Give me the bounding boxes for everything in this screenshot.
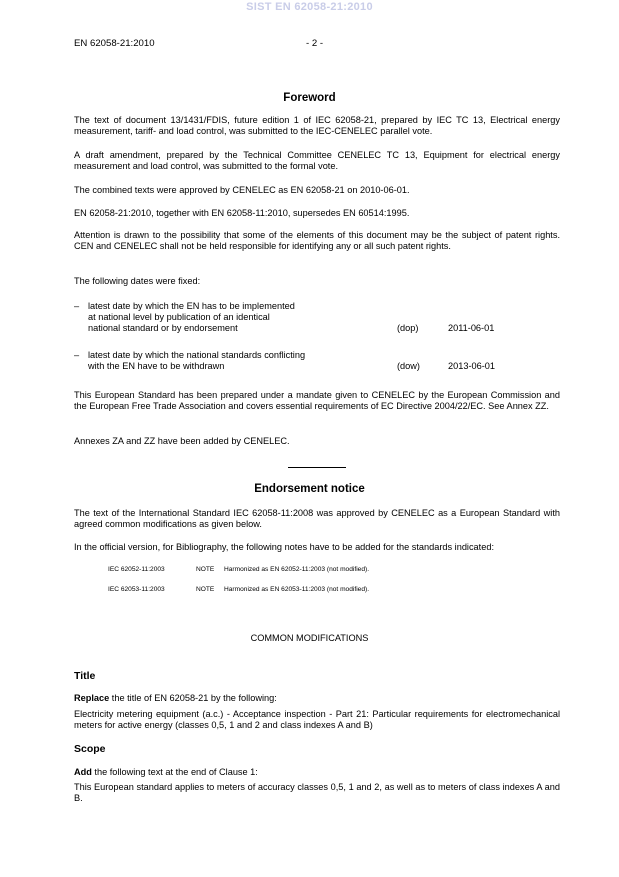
date-item-line: latest date by which the national standards conflicting bbox=[88, 350, 306, 360]
header-page-number: - 2 - bbox=[306, 38, 324, 49]
scope-instruction bbox=[74, 767, 560, 778]
scope-added-text: This European standard applies to meters of accuracy classes 0,5, 1 and 2, as well as to meters of class indexes A and B. bbox=[74, 782, 560, 803]
title-instruction bbox=[74, 693, 560, 704]
watermark: SIST EN 62058-21:2010 bbox=[246, 1, 373, 13]
date-item-dash: – bbox=[74, 350, 80, 360]
date-item-code: (dow) bbox=[397, 361, 420, 371]
date-item-line: national standard or by endorsement bbox=[88, 323, 238, 333]
note-label: NOTE bbox=[196, 566, 215, 573]
date-item-date: 2011-06-01 bbox=[448, 323, 495, 333]
date-item-code: (dop) bbox=[397, 323, 419, 333]
title-instruction-text: the title of EN 62058-21 by the following: bbox=[109, 693, 277, 703]
note-text: Harmonized as EN 62053-11:2003 (not modified). bbox=[224, 586, 370, 593]
endorsement-paragraph-2: In the official version, for Bibliography, the following notes have to be added for the standards indicated: bbox=[74, 542, 494, 552]
foreword-paragraph-1: The text of document 13/1431/FDIS, future edition 1 of IEC 62058-21, prepared by IEC TC 13, Electrical energy measurement, tariff- and load control, was submitted to the IEC-CENELEC parallel vote. bbox=[74, 115, 560, 136]
scope-instruction-verb: Add bbox=[74, 767, 92, 777]
foreword-paragraph-8: Annexes ZA and ZZ have been added by CENELEC. bbox=[74, 436, 290, 446]
endorsement-title: Endorsement notice bbox=[254, 483, 365, 495]
title-replacement-text: Electricity metering equipment (a.c.) - Acceptance inspection - Part 21: Particular requirements for electromechanical meters for active energy (classes 0,5, 1 and 2 and class indexes A and B) bbox=[74, 709, 560, 730]
foreword-title: Foreword bbox=[283, 92, 336, 104]
foreword-paragraph-3: The combined texts were approved by CENELEC as EN 62058-21 on 2010-06-01. bbox=[74, 185, 410, 195]
header-doc-id: EN 62058-21:2010 bbox=[74, 38, 155, 49]
scope-section-heading: Scope bbox=[74, 743, 106, 755]
date-item-dash: – bbox=[74, 301, 80, 311]
scope-instruction-text: the following text at the end of Clause 1: bbox=[91, 767, 258, 777]
note-standard: IEC 62052-11:2003 bbox=[108, 566, 165, 573]
title-section-heading: Title bbox=[74, 670, 96, 682]
bibliography-note bbox=[108, 566, 369, 573]
date-item-line: with the EN have to be withdrawn bbox=[88, 361, 225, 371]
bibliography-note bbox=[108, 586, 369, 593]
note-text: Harmonized as EN 62052-11:2003 (not modified). bbox=[224, 566, 370, 573]
foreword-paragraph-2: A draft amendment, prepared by the Technical Committee CENELEC TC 13, Equipment for electrical energy measurement and load control, was submitted to the formal vote. bbox=[74, 150, 560, 171]
date-item-line: at national level by publication of an identical bbox=[88, 312, 270, 322]
foreword-paragraph-7: This European Standard has been prepared under a mandate given to CENELEC by the European Commission and the European Free Trade Association and covers essential requirements of EC Directive 2004/22/EC. See Annex ZZ. bbox=[74, 390, 560, 411]
section-divider bbox=[288, 467, 346, 468]
title-instruction-verb: Replace bbox=[74, 693, 110, 703]
note-label: NOTE bbox=[196, 586, 215, 593]
foreword-paragraph-6: The following dates were fixed: bbox=[74, 276, 201, 286]
note-standard: IEC 62053-11:2003 bbox=[108, 586, 165, 593]
endorsement-paragraph-1: The text of the International Standard IEC 62058-11:2008 was approved by CENELEC as a European Standard with agreed common modifications as given below. bbox=[74, 508, 560, 529]
foreword-paragraph-5: Attention is drawn to the possibility that some of the elements of this document may be the subject of patent rights. CEN and CENELEC shall not be held responsible for identifying any or all such patent rights. bbox=[74, 230, 560, 251]
date-item-line: latest date by which the EN has to be implemented bbox=[88, 301, 295, 311]
foreword-paragraph-4: EN 62058-21:2010, together with EN 62058-11:2010, supersedes EN 60514:1995. bbox=[74, 208, 410, 218]
date-item-date: 2013-06-01 bbox=[448, 361, 495, 371]
common-modifications-heading: COMMON MODIFICATIONS bbox=[250, 633, 369, 643]
